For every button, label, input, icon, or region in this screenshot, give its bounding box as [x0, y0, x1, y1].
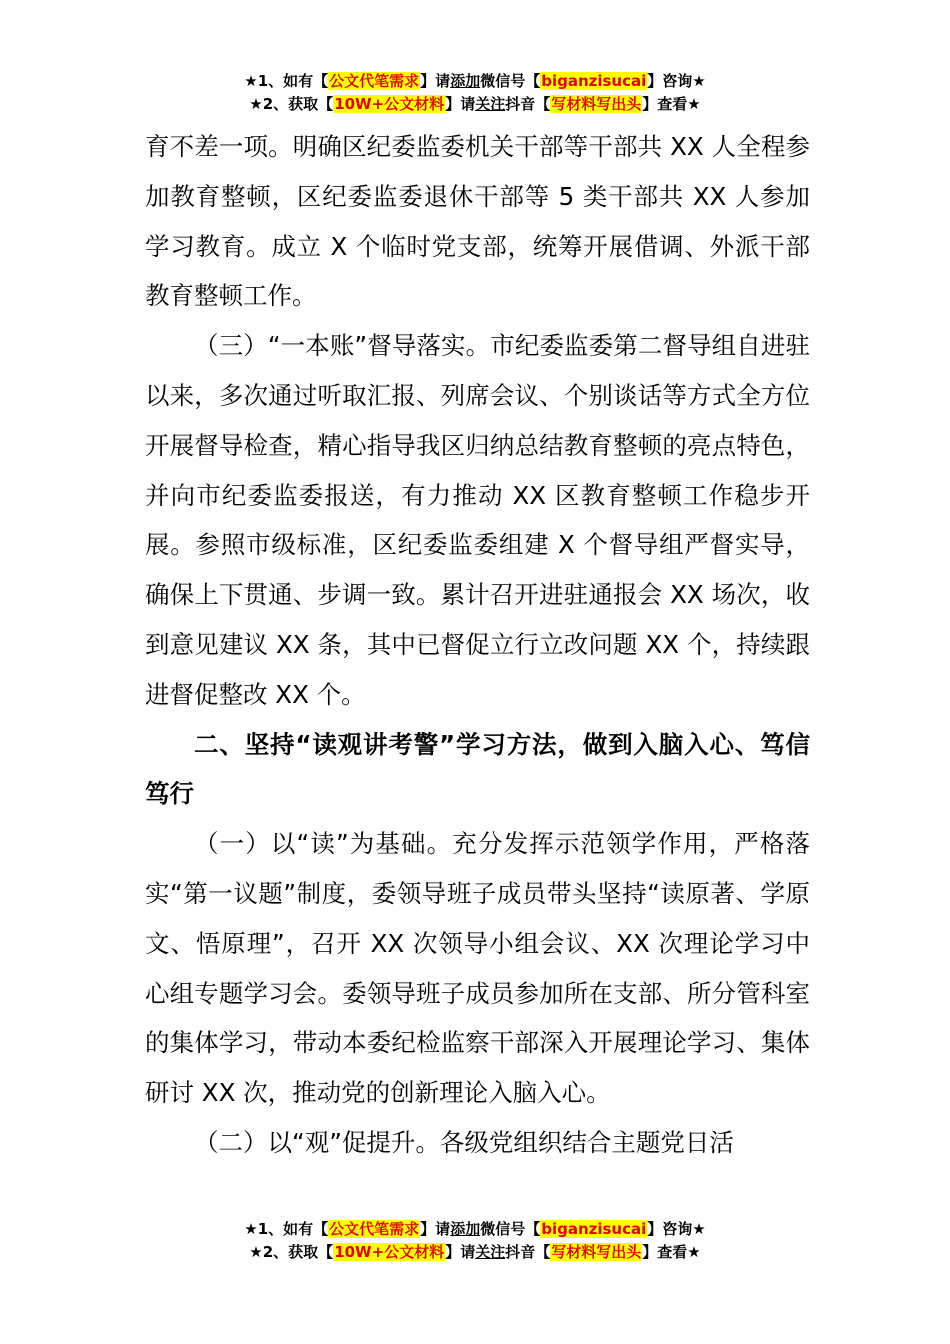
banner-line-1: [0, 70, 950, 93]
footer-banner: [0, 1218, 950, 1264]
banner-text: 【: [318, 95, 334, 113]
banner-text: 】请: [445, 1243, 476, 1261]
banner-highlight: biganzisucai: [541, 1220, 647, 1238]
header-banner: [0, 70, 950, 116]
paragraph-subsection-1: （一）以“读”为基础。充分发挥示范领学作用，严格落实“第一议题”制度，委领导班子成员带头坚持“读原著、学原文、悟原理”，召开 XX 次领导小组会议、XX 次理论学习中心组专题学习会。委领导班子成员参加所在支部、所分管科室的集体学习，带动本委纪检监察干部深入开展理论学习、集体研讨 XX 次，推动党的创新理论入脑入心。: [145, 829, 810, 1108]
banner-text: 【: [313, 1220, 329, 1238]
banner-text: ★1、如有: [244, 1220, 314, 1238]
banner-line-2: [0, 93, 950, 116]
banner-line-1: [0, 1218, 950, 1241]
document-body: [145, 122, 810, 1168]
banner-underline: 添加: [450, 1220, 481, 1238]
banner-text: 抖音【: [505, 95, 551, 113]
banner-highlight: 写材料写出头: [551, 1243, 642, 1261]
banner-text: ★2、获取: [249, 1243, 319, 1261]
banner-text: 】请: [420, 1220, 451, 1238]
section-heading-2: 二、坚持“读观讲考警”学习方法，做到入脑入心、笃信笃行: [145, 729, 810, 809]
banner-text: 微信号【: [480, 72, 541, 90]
banner-text: ★2、获取: [249, 95, 319, 113]
banner-highlight: biganzisucai: [541, 72, 647, 90]
banner-highlight: 10W+公文材料: [334, 1243, 445, 1261]
paragraph-subsection-2: （二）以“观”促提升。各级党组织结合主题党日活: [194, 1127, 734, 1157]
banner-underline: 关注: [475, 95, 506, 113]
banner-highlight: 公文代笔需求: [329, 72, 420, 90]
paragraph-continuation: 育不差一项。明确区纪委监委机关干部等干部共 XX 人全程参加教育整顿，区纪委监委退休干部等 5 类干部共 XX 人参加学习教育。成立 X 个临时党支部，统筹开展借调、外派干部教育整顿工作。: [145, 132, 810, 311]
banner-text: 】请: [420, 72, 451, 90]
banner-underline: 关注: [475, 1243, 506, 1261]
banner-text: 】查看★: [642, 95, 701, 113]
banner-text: 【: [318, 1243, 334, 1261]
banner-text: 】咨询★: [647, 72, 706, 90]
banner-text: 抖音【: [505, 1243, 551, 1261]
banner-underline: 添加: [450, 72, 481, 90]
banner-text: 【: [313, 72, 329, 90]
banner-text: 】咨询★: [647, 1220, 706, 1238]
banner-text: 】查看★: [642, 1243, 701, 1261]
banner-text: ★1、如有: [244, 72, 314, 90]
banner-highlight: 写材料写出头: [551, 95, 642, 113]
banner-line-2: [0, 1241, 950, 1264]
banner-highlight: 10W+公文材料: [334, 95, 445, 113]
banner-text: 微信号【: [480, 1220, 541, 1238]
paragraph-section-3: （三）“一本账”督导落实。市纪委监委第二督导组自进驻以来，多次通过听取汇报、列席会议、个别谈话等方式全方位开展督导检查，精心指导我区归纳总结教育整顿的亮点特色，并向市纪委监委报送，有力推动 XX 区教育整顿工作稳步开展。参照市级标准，区纪委监委组建 X 个督导组严督实导，确保上下贯通、步调一致。累计召开进驻通报会 XX 场次，收到意见建议 XX 条，其中已督促立行立改问题 XX 个，持续跟进督促整改 XX 个。: [145, 331, 810, 709]
banner-highlight: 公文代笔需求: [329, 1220, 420, 1238]
banner-text: 】请: [445, 95, 476, 113]
